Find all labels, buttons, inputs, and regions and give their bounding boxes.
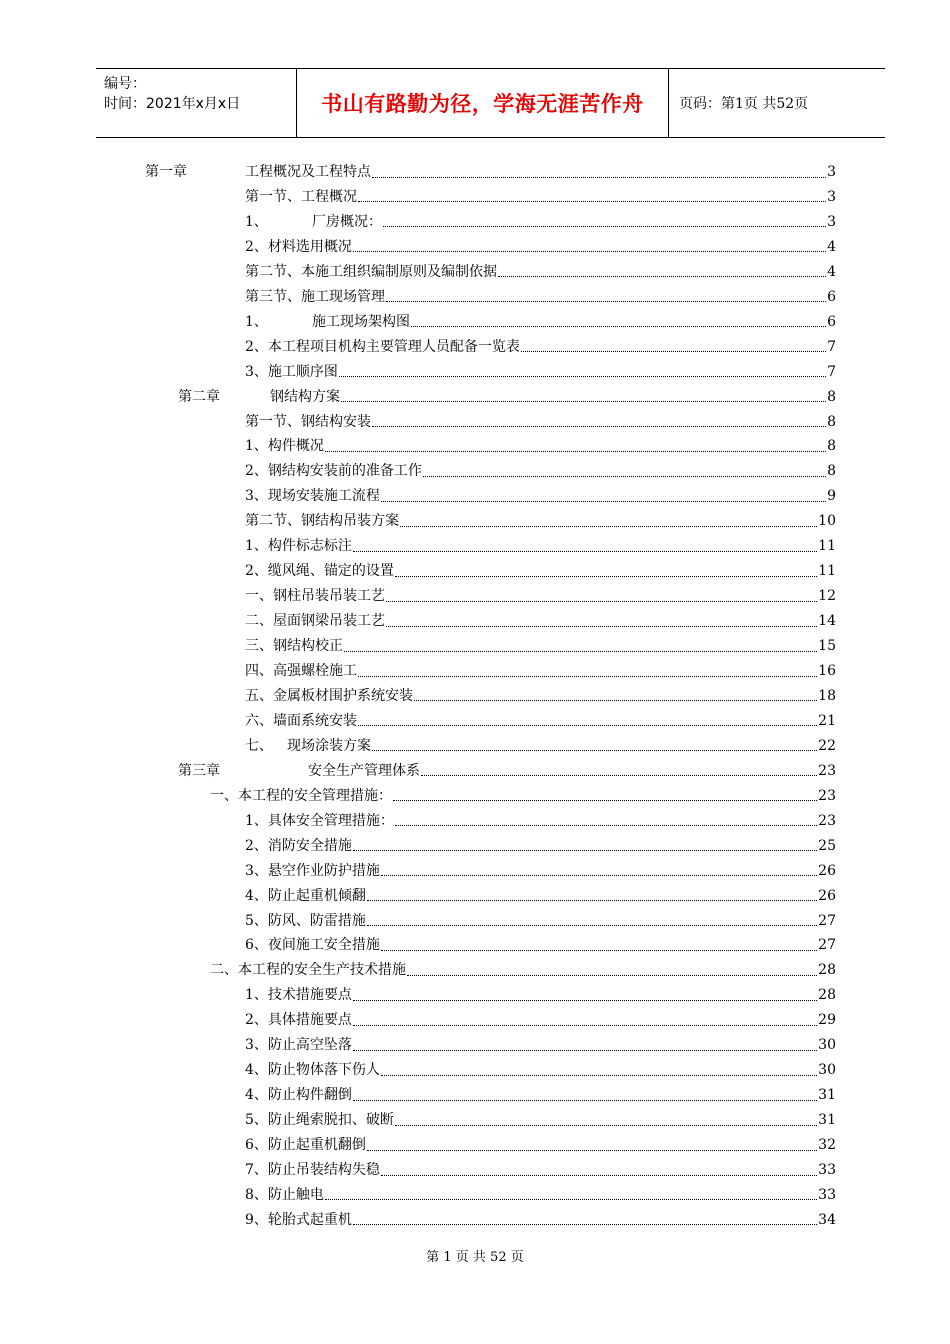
toc-entry-page: 28: [818, 962, 836, 979]
toc-entry-page: 16: [818, 663, 836, 679]
toc-entry[interactable]: [178, 759, 836, 783]
toc-entry[interactable]: [245, 210, 836, 234]
toc-entry-title: 第三节、施工现场管理: [245, 288, 385, 305]
toc-entry-title: 3、防止高空坠落: [245, 1037, 352, 1054]
toc-entry[interactable]: [245, 484, 836, 508]
toc-dot-leader: [383, 226, 826, 227]
toc-entry-title: 一、本工程的安全管理措施：: [210, 787, 392, 804]
toc-entry-page: 23: [818, 787, 836, 804]
toc-entry-title: 6、夜间施工安全措施: [245, 937, 380, 954]
toc-dot-leader: [411, 326, 826, 327]
toc-entry-title: 第一节、工程概况: [245, 188, 357, 205]
toc-entry-title: 工程概况及工程特点: [245, 164, 371, 180]
toc-entry-title: 4、防止起重机倾翻: [245, 887, 366, 904]
toc-dot-leader: [367, 925, 817, 926]
toc-entry-title: 现场涂装方案: [287, 737, 371, 754]
toc-dot-leader: [521, 351, 826, 352]
toc-dot-leader: [353, 1100, 817, 1101]
toc-entry-title: 3、现场安装施工流程: [245, 488, 380, 505]
toc-dot-leader: [381, 1175, 817, 1176]
toc-dot-leader: [372, 426, 826, 427]
toc-entry-title: 第二节、本施工组织编制原则及编制依据: [245, 263, 497, 280]
toc-dot-leader: [341, 401, 826, 402]
toc-entry-title: 第二节、钢结构吊装方案: [245, 513, 399, 530]
toc-entry-page: 11: [818, 563, 836, 580]
toc-entry-title: 4、防止物体落下伤人: [245, 1062, 380, 1079]
toc-entry-page: 8: [827, 438, 836, 455]
toc-dot-leader: [414, 700, 817, 701]
toc-entry-page: 28: [818, 987, 836, 1004]
toc-dot-leader: [372, 750, 817, 751]
toc-entry[interactable]: [245, 834, 836, 858]
toc-dot-leader: [395, 825, 817, 826]
toc-entry[interactable]: [245, 634, 836, 658]
toc-entry[interactable]: [245, 1208, 836, 1232]
toc-entry[interactable]: [245, 1133, 836, 1157]
toc-entry-prefix: 1、: [245, 313, 268, 330]
toc-entry-page: 9: [827, 488, 836, 505]
toc-entry-page: 8: [827, 388, 836, 405]
toc-dot-leader: [353, 551, 817, 552]
toc-entry-page: 27: [818, 912, 836, 929]
toc-dot-leader: [353, 1224, 817, 1225]
toc-entry-title: 钢结构方案: [270, 388, 340, 405]
toc-entry-page: 25: [818, 837, 836, 854]
toc-entry[interactable]: [245, 459, 836, 483]
toc-entry-title: 4、防止构件翻倒: [245, 1087, 352, 1104]
toc-dot-leader: [381, 501, 826, 502]
toc-entry-page: 21: [818, 712, 836, 729]
toc-entry-title: 三、钢结构校正: [245, 638, 343, 655]
toc-dot-leader: [325, 451, 826, 452]
toc-dot-leader: [381, 875, 817, 876]
toc-entry-title: 5、防风、防雷措施: [245, 912, 366, 929]
toc-entry[interactable]: [245, 809, 836, 833]
toc-entry[interactable]: [245, 1108, 836, 1132]
document-number-label: 编号：: [104, 76, 146, 92]
toc-entry-page: 26: [818, 887, 836, 904]
toc-entry-title: 2、材料选用概况: [245, 238, 352, 255]
toc-entry-title: 7、防止吊装结构失稳: [245, 1162, 380, 1178]
toc-entry-page: 3: [827, 164, 836, 180]
toc-entry-page: 4: [827, 238, 836, 255]
toc-entry-page: 31: [818, 1112, 836, 1129]
toc-dot-leader: [367, 1150, 817, 1151]
toc-entry-page: 34: [818, 1211, 836, 1228]
toc-entry[interactable]: [245, 1083, 836, 1107]
toc-dot-leader: [344, 651, 817, 652]
toc-entry-title: 8、防止触电: [245, 1186, 324, 1203]
toc-entry-page: 10: [818, 513, 836, 530]
toc-entry[interactable]: [245, 859, 836, 883]
toc-entry-title: 6、防止起重机翻倒: [245, 1137, 366, 1154]
toc-dot-leader: [353, 1025, 817, 1026]
toc-entry-page: 12: [818, 588, 836, 605]
toc-entry-title: 1、构件概况: [245, 438, 324, 455]
toc-entry[interactable]: [245, 1008, 836, 1032]
toc-dot-leader: [353, 850, 817, 851]
toc-entry[interactable]: [245, 285, 836, 309]
toc-entry-prefix: 七、: [245, 737, 273, 754]
toc-entry-prefix: 第一章: [145, 164, 187, 180]
toc-entry-title: 3、悬空作业防护措施: [245, 862, 380, 879]
toc-dot-leader: [358, 201, 826, 202]
toc-entry[interactable]: [245, 235, 836, 259]
toc-dot-leader: [400, 526, 817, 527]
toc-entry[interactable]: [245, 360, 836, 384]
toc-entry-page: 11: [818, 538, 836, 555]
toc-entry-title: 5、防止绳索脱扣、破断: [245, 1112, 394, 1129]
toc-entry-page: 8: [827, 463, 836, 480]
toc-dot-leader: [358, 725, 817, 726]
page-footer: 第 1 页 共 52 页: [426, 1250, 524, 1265]
toc-entry[interactable]: [245, 933, 836, 957]
toc-dot-leader: [498, 276, 826, 277]
toc-entry[interactable]: [245, 559, 836, 583]
toc-dot-leader: [423, 476, 826, 477]
toc-entry-page: 6: [827, 313, 836, 330]
toc-entry[interactable]: [245, 310, 836, 334]
toc-dot-leader: [339, 376, 826, 377]
toc-entry[interactable]: [245, 434, 836, 458]
toc-entry[interactable]: [245, 584, 836, 608]
toc-entry-page: 15: [818, 638, 836, 655]
toc-dot-leader: [381, 1075, 817, 1076]
toc-entry-title: 一、钢柱吊装吊装工艺: [245, 588, 385, 605]
toc-entry[interactable]: [210, 958, 836, 982]
header-meta: [96, 69, 297, 137]
toc-entry-page: 26: [818, 862, 836, 879]
toc-entry[interactable]: [245, 335, 836, 359]
toc-entry-title: 安全生产管理体系: [308, 762, 420, 779]
toc-entry-title: 1、技术措施要点: [245, 987, 352, 1004]
toc-entry[interactable]: [245, 734, 836, 758]
toc-entry[interactable]: [245, 534, 836, 558]
toc-entry-title: 1、具体安全管理措施：: [245, 812, 394, 829]
toc-entry[interactable]: [245, 983, 836, 1007]
page-header: [96, 68, 885, 138]
toc-entry-title: 3、施工顺序图: [245, 363, 338, 380]
toc-entry-title: 9、轮胎式起重机: [245, 1211, 352, 1228]
toc-dot-leader: [353, 251, 826, 252]
toc-entry-page: 23: [818, 762, 836, 779]
toc-entry-page: 30: [818, 1037, 836, 1054]
toc-entry-prefix: 第二章: [178, 388, 220, 405]
toc-entry-page: 33: [818, 1186, 836, 1203]
toc-entry[interactable]: [245, 609, 836, 633]
toc-entry-title: 六、墙面系统安装: [245, 712, 357, 729]
toc-entry-title: 二、屋面钢梁吊装工艺: [245, 613, 385, 630]
toc-dot-leader: [325, 1199, 817, 1200]
toc-entry-page: 22: [818, 737, 836, 754]
header-page-info: 页码：第1页 共52页: [679, 96, 809, 112]
toc-entry-title: 厂房概况：: [312, 213, 382, 230]
toc-entry-page: 31: [818, 1087, 836, 1104]
toc-entry-prefix: 1、: [245, 213, 268, 230]
toc-entry-title: 2、缆风绳、锚定的设置: [245, 563, 394, 580]
toc-entry-page: 4: [827, 263, 836, 280]
toc-entry-title: 五、金属板材围护系统安装: [245, 687, 413, 704]
document-time-label: 时间：2021年x月x日: [104, 96, 241, 112]
toc-entry-page: 23: [818, 812, 836, 829]
toc-entry[interactable]: [245, 709, 836, 733]
toc-entry[interactable]: [210, 784, 836, 808]
toc-dot-leader: [386, 626, 817, 627]
toc-dot-leader: [367, 900, 817, 901]
toc-entry[interactable]: [245, 1058, 836, 1082]
toc-entry-page: 7: [827, 338, 836, 355]
toc-entry-page: 7: [827, 363, 836, 380]
toc-dot-leader: [353, 1050, 817, 1051]
toc-dot-leader: [372, 177, 826, 178]
toc-entry[interactable]: [245, 684, 836, 708]
toc-entry-page: 18: [818, 687, 836, 704]
toc-dot-leader: [393, 800, 817, 801]
toc-dot-leader: [358, 676, 817, 677]
toc-entry-page: 27: [818, 937, 836, 954]
header-motto: 书山有路勤为径，学海无涯苦作舟: [297, 69, 669, 137]
toc-dot-leader: [407, 975, 817, 976]
toc-dot-leader: [395, 576, 817, 577]
toc-entry[interactable]: [245, 1183, 836, 1207]
toc-entry-page: 3: [827, 188, 836, 205]
toc-entry-page: 33: [818, 1162, 836, 1178]
toc-entry-title: 2、消防安全措施: [245, 837, 352, 854]
toc-entry[interactable]: [245, 659, 836, 683]
toc-entry[interactable]: [245, 884, 836, 908]
toc-entry-page: 6: [827, 288, 836, 305]
toc-entry-title: 2、具体措施要点: [245, 1012, 352, 1029]
toc-entry[interactable]: [245, 1158, 836, 1182]
toc-entry-page: 32: [818, 1137, 836, 1154]
toc-dot-leader: [421, 775, 817, 776]
toc-entry-title: 2、钢结构安装前的准备工作: [245, 463, 422, 480]
toc-entry-page: 3: [827, 213, 836, 230]
toc-entry-title: 2、本工程项目机构主要管理人员配备一览表: [245, 338, 520, 355]
toc-entry[interactable]: [245, 1033, 836, 1057]
toc-entry-page: 14: [818, 613, 836, 630]
toc-dot-leader: [395, 1125, 817, 1126]
toc-entry[interactable]: [245, 410, 836, 434]
toc-entry[interactable]: [245, 185, 836, 209]
toc-dot-leader: [386, 601, 817, 602]
toc-dot-leader: [353, 1000, 817, 1001]
toc-entry-title: 施工现场架构图: [312, 313, 410, 330]
toc-dot-leader: [381, 950, 817, 951]
toc-entry-title: 二、本工程的安全生产技术措施: [210, 962, 406, 979]
toc-entry[interactable]: [245, 509, 836, 533]
toc-entry[interactable]: [145, 160, 836, 184]
toc-dot-leader: [386, 301, 826, 302]
toc-entry[interactable]: [245, 909, 836, 933]
toc-entry-page: 30: [818, 1062, 836, 1079]
toc-entry-title: 1、构件标志标注: [245, 538, 352, 555]
toc-entry-title: 第一节、钢结构安装: [245, 413, 371, 430]
toc-entry[interactable]: [178, 385, 836, 409]
toc-entry-title: 四、高强螺栓施工: [245, 663, 357, 679]
toc-entry-page: 8: [827, 413, 836, 430]
toc-entry-prefix: 第三章: [178, 762, 220, 779]
toc-entry-page: 29: [818, 1012, 836, 1029]
toc-entry[interactable]: [245, 260, 836, 284]
